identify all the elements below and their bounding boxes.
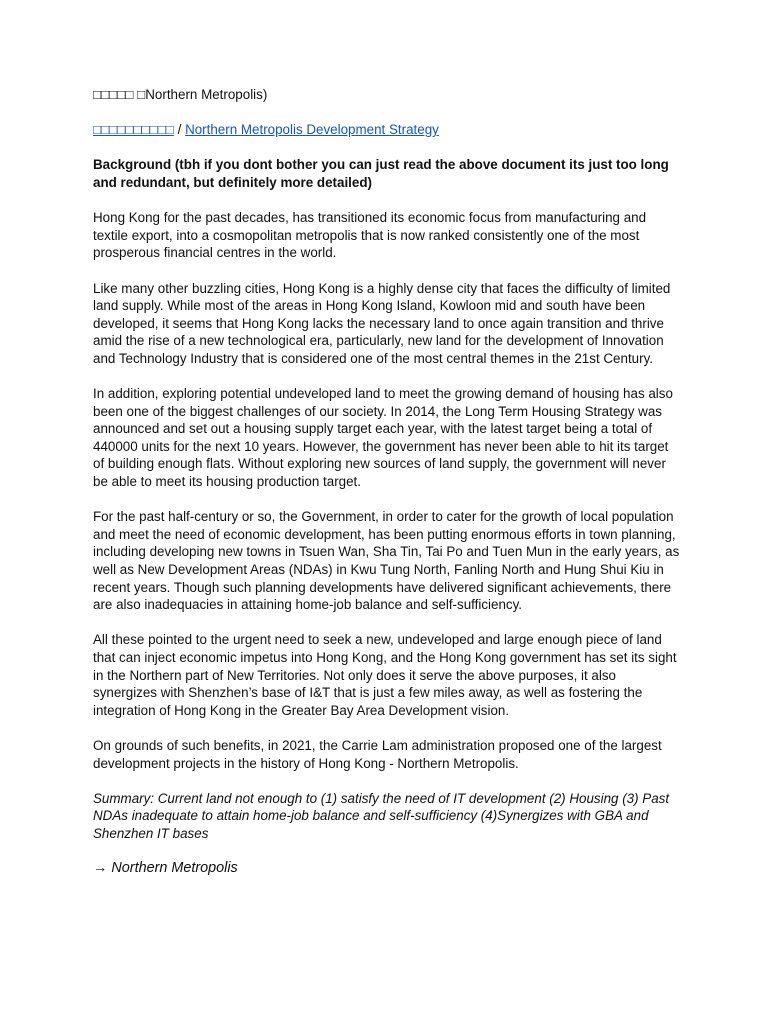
document-page: [93, 86, 683, 878]
link-separator: /: [173, 122, 186, 138]
paragraph-economic-transition: Hong Kong for the past decades, has transitioned its economic focus from manufacturing and textile export, into a cosmopolitan metropolis that is now ranked consistently one of the most prosperous financial centres in the world.: [93, 210, 647, 261]
background-heading: Background (tbh if you dont bother you can just read the above document its just too long and redundant, but definitely more detailed): [93, 157, 669, 190]
chinese-document-link[interactable]: □□□□□□□□□□: [93, 122, 174, 138]
paragraph-housing-demand: In addition, exploring potential undeveloped land to meet the growing demand of housing has also been one of the biggest challenges of our society. In 2014, the Long Term Housing Strategy was announced and set out a housing supply target each year, with the latest target being a total of 440000 units for the next 10 years. However, the government has never been able to hit its target of building enough flats. Without exploring new sources of land supply, the government will never be able to meet its housing production target.: [93, 386, 673, 490]
paragraph-town-planning: For the past half-century or so, the Government, in order to cater for the growth of local population and meet the need of economic development, has been putting enormous efforts in town planning, including developing new towns in Tsuen Wan, Sha Tin, Tai Po and Tuen Mun in the early years, as well as New Development Areas (NDAs) in Kwu Tung North, Fanling North and Hung Shui Kiu in recent years. Though such planning developments have delivered significant achievements, there are also inadequacies in attaining home-job balance and self-sufficiency.: [93, 509, 680, 613]
paragraph-land-supply: Like many other buzzling cities, Hong Kong is a highly dense city that faces the difficulty of limited land supply. While most of the areas in Hong Kong Island, Kowloon mid and south have been developed, it seems that Hong Kong lacks the necessary land to once again transition and thrive amid the rise of a new technological era, particularly, new land for the development of Innovation and Technology Industry that is considered one of the most central themes in the 21st Century.: [93, 280, 671, 366]
development-strategy-link[interactable]: Northern Metropolis Development Strategy: [185, 122, 439, 138]
document-title: □□□□□ □Northern Metropolis): [93, 87, 268, 102]
paragraph-proposal: On grounds of such benefits, in 2021, the Carrie Lam administration proposed one of the largest development projects in the history of Hong Kong - Northern Metropolis.: [93, 737, 662, 771]
northern-metropolis-arrow-line: → Northern Metropolis: [93, 860, 238, 877]
paragraph-northern-need: All these pointed to the urgent need to seek a new, undeveloped and large enough piece of land that can inject economic impetus into Hong Kong, and the Hong Kong government has set its sight in the Northern part of New Territories. Not only does it serve the above purposes, it also synergizes with Shenzhen’s base of I&T that is just a few miles away, as well as fostering the integration of Hong Kong in the Greater Bay Area Development vision.: [93, 632, 677, 718]
summary-paragraph: Summary: Current land not enough to (1) satisfy the need of IT development (2) Housing (3) Past NDAs inadequate to attain home-job balance and self-sufficiency (4)Synergizes with GBA and Shenzhen IT bases: [93, 790, 670, 841]
reference-links: [93, 121, 683, 139]
